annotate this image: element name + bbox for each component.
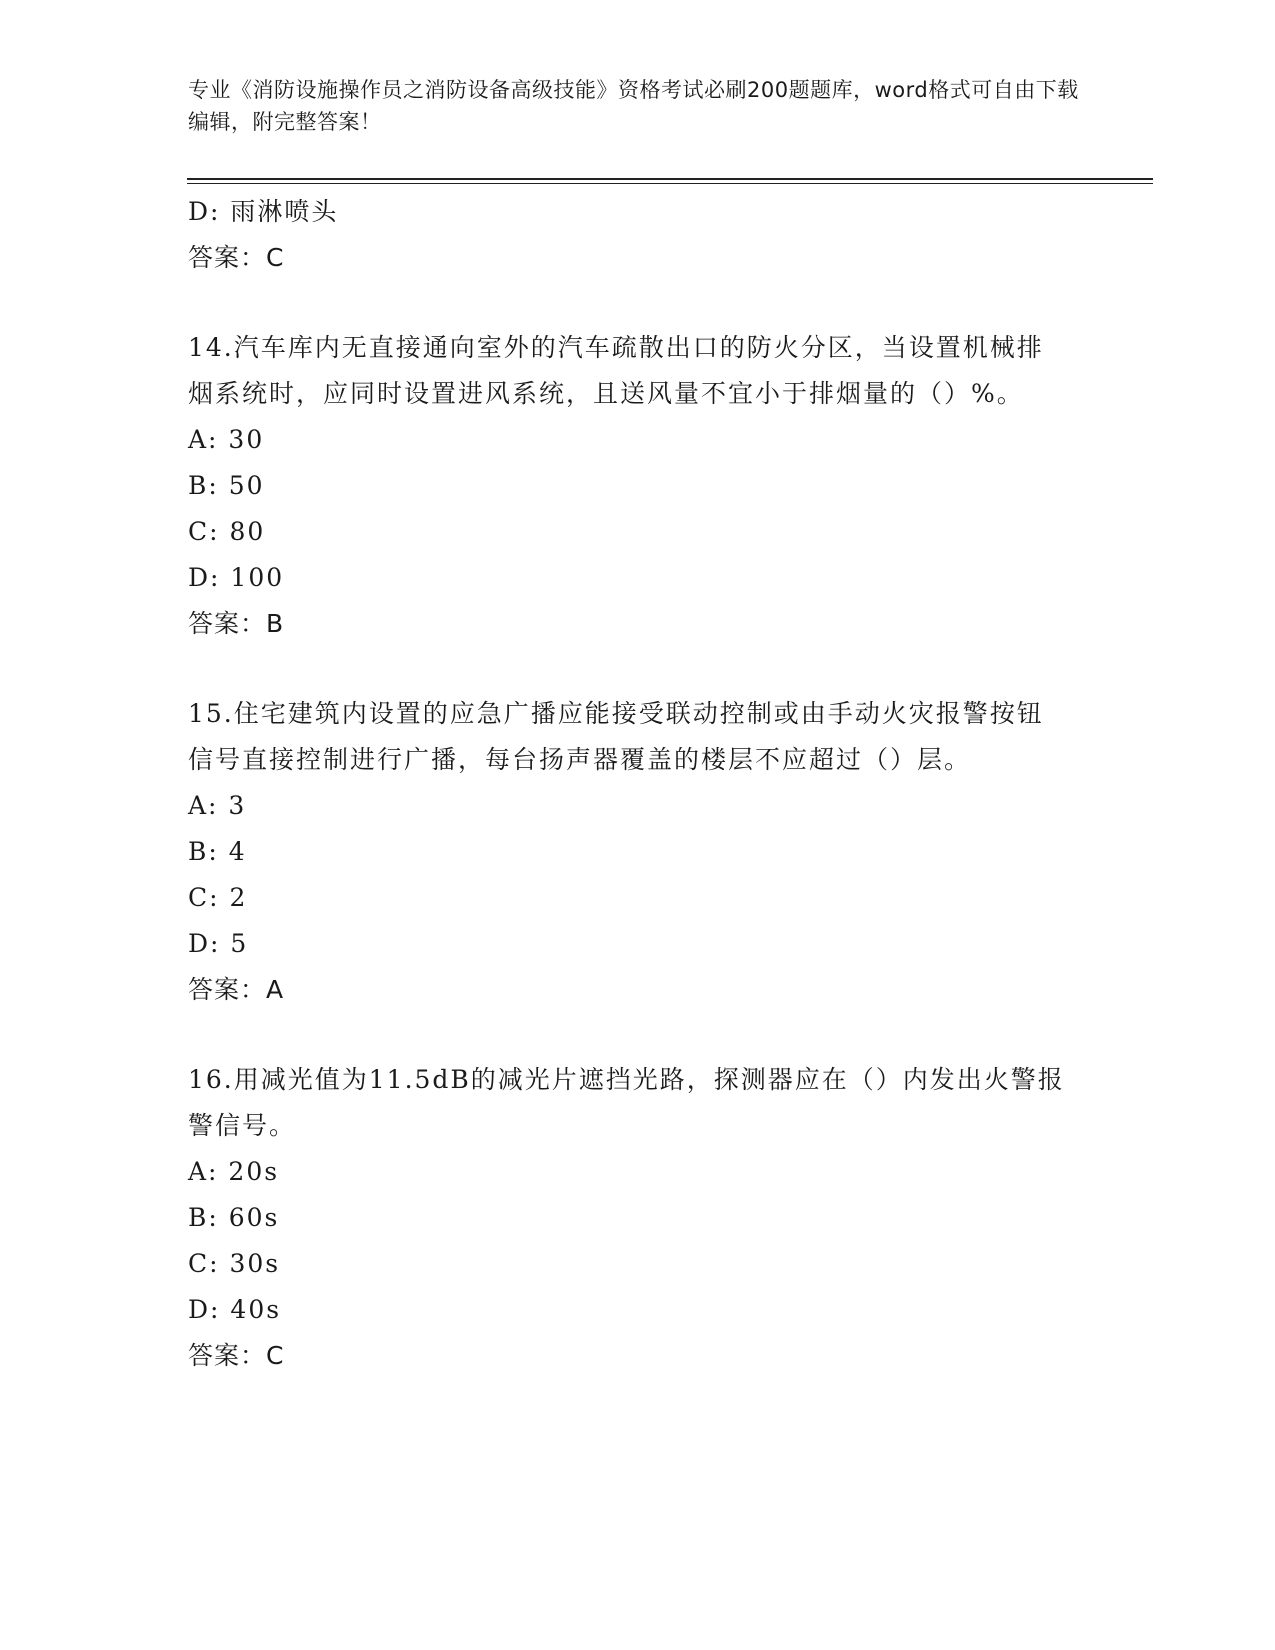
- option-d: D: 雨淋喷头: [188, 197, 339, 226]
- question-stem: 14.汽车库内无直接通向室外的汽车疏散出口的防火分区，当设置机械排烟系统时，应同时设置进风系统，且送风量不宜小于排烟量的（）%。: [188, 333, 1044, 408]
- answer: 答案：A: [188, 975, 285, 1004]
- document-body: [188, 189, 1088, 1379]
- answer: 答案：C: [188, 243, 285, 272]
- answer: 答案：C: [188, 1341, 285, 1370]
- option-a: A: 20s: [188, 1157, 280, 1186]
- option-b: B: 4: [188, 837, 247, 866]
- option-d: D: 40s: [188, 1295, 282, 1324]
- spacer: [188, 281, 1088, 325]
- question-14: [188, 325, 1088, 647]
- spacer: [188, 1013, 1088, 1057]
- header-divider: [187, 178, 1153, 180]
- option-d: D: 100: [188, 563, 285, 592]
- option-b: B: 60s: [188, 1203, 280, 1232]
- header-title: 专业《消防设施操作员之消防设备高级技能》资格考试必刷200题题库，word格式可自由下载编辑，附完整答案！: [188, 78, 1079, 134]
- option-d: D: 5: [188, 929, 249, 958]
- question-16: [188, 1057, 1088, 1379]
- question-stem: 15.住宅建筑内设置的应急广播应能接受联动控制或由手动火灾报警按钮信号直接控制进行广播，每台扬声器覆盖的楼层不应超过（）层。: [188, 699, 1044, 774]
- header-divider-thin: [187, 183, 1153, 184]
- answer: 答案：B: [188, 609, 285, 638]
- option-a: A: 30: [188, 425, 265, 454]
- option-c: C: 30s: [188, 1249, 281, 1278]
- option-b: B: 50: [188, 471, 265, 500]
- option-c: C: 2: [188, 883, 248, 912]
- document-header: [188, 74, 1088, 138]
- option-a: A: 3: [188, 791, 247, 820]
- option-c: C: 80: [188, 517, 266, 546]
- spacer: [188, 647, 1088, 691]
- question-15: [188, 691, 1088, 1013]
- question-stem: 16.用减光值为11.5dB的减光片遮挡光路，探测器应在（）内发出火警报警信号。: [188, 1065, 1065, 1140]
